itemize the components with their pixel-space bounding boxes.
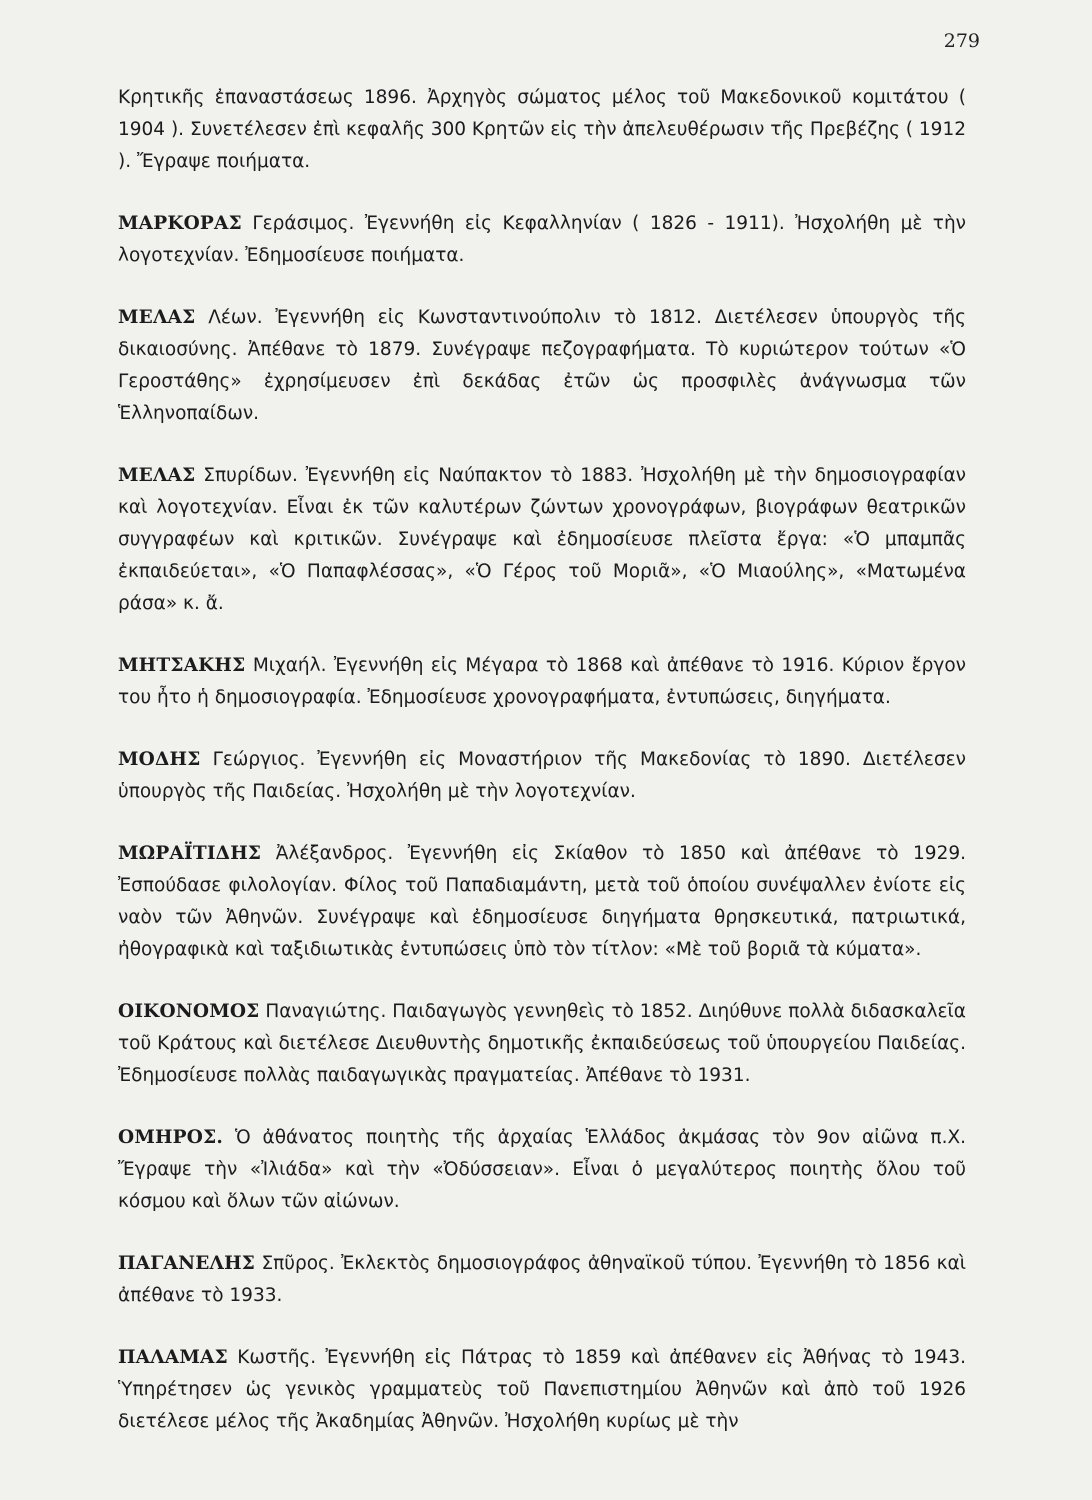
entry-name: ΜΗΤΣΑΚΗΣ [118, 655, 246, 676]
entry-text: Ὁ ἀθάνατος ποιητὴς τῆς ἀρχαίας Ἑλλάδος ἀκμάσας τὸν 9ον αἰῶνα π.Χ. Ἔγραψε τὴν «Ἰλιάδα» καὶ τὴν «Ὀδύσσειαν». Εἶναι ὁ μεγαλύτερος ποιητὴς ὅλου τοῦ κόσμου καὶ ὅλων τῶν αἰώνων. [118, 1127, 966, 1212]
entry-text: Κρητικῆς ἐπαναστάσεως 1896. Ἀρχηγὸς σώματος μέλος τοῦ Μακεδονικοῦ κομιτάτου ( 1904 ). Συνετέλεσεν ἐπὶ κεφαλῆς 300 Κρητῶν εἰς τὴν ἀπελευθέρωσιν τῆς Πρεβέζης ( 1912 ). Ἔγραψε ποιήματα. [118, 87, 966, 172]
entry-name: ΟΜΗΡΟΣ. [118, 1127, 224, 1148]
entry-text: Λέων. Ἐγεννήθη εἰς Κωνσταντινούπολιν τὸ 1812. Διετέλεσεν ὑπουργὸς τῆς δικαιοσύνης. Ἀπέθανε τὸ 1879. Συνέγραψε πεζογραφήματα. Τὸ κυριώτερον τούτων «Ὁ Γεροστάθης» ἐχρησίμευσεν ἐπὶ δεκάδας ἐτῶν ὡς προσφιλὲς ἀνάγνωσμα τῶν Ἑλληνοπαίδων. [118, 307, 966, 424]
entry-name: ΜΩΡΑΪΤΙΔΗΣ [118, 843, 262, 864]
entry-oikonomos [118, 996, 966, 1092]
entry-name: ΜΑΡΚΟΡΑΣ [118, 213, 242, 234]
entry-palamas [118, 1342, 966, 1438]
entry-text: Ἀλέξανδρος. Ἐγεννήθη εἰς Σκίαθον τὸ 1850 καὶ ἀπέθανε τὸ 1929. Ἐσπούδασε φιλολογίαν. Φίλος τοῦ Παπαδιαμάντη, μετὰ τοῦ ὁποίου συνέψαλλεν ἐνίοτε εἰς ναὸν τῶν Ἀθηνῶν. Συνέγραψε καὶ ἐδημοσίευσε διηγήματα θρησκευτικά, πατριωτικά, ἠθογραφικὰ καὶ ταξιδιωτικὰς ἐντυπώσεις ὑπὸ τὸν τίτλον: «Μὲ τοῦ βοριᾶ τὰ κύματα». [118, 843, 966, 960]
entry-name: ΟΙΚΟΝΟΜΟΣ [118, 1001, 260, 1022]
entry-text: Γεράσιμος. Ἐγεννήθη εἰς Κεφαλληνίαν ( 1826 - 1911). Ἠσχολήθη μὲ τὴν λογοτεχνίαν. Ἐδημοσίευσε ποιήματα. [118, 213, 966, 266]
entry-melas-leon [118, 302, 966, 430]
entry-omiros [118, 1122, 966, 1218]
entry-text: Κωστῆς. Ἐγεννήθη εἰς Πάτρας τὸ 1859 καὶ ἀπέθανεν εἰς Ἀθήνας τὸ 1943. Ὑπηρέτησεν ὡς γενικὸς γραμματεὺς τοῦ Πανεπιστημίου Ἀθηνῶν καὶ ἀπὸ τοῦ 1926 διετέλεσε μέλος τῆς Ἀκαδημίας Ἀθηνῶν. Ἠσχολήθη κυρίως μὲ τὴν [118, 1347, 966, 1432]
entry-name: ΜΟΔΗΣ [118, 749, 201, 770]
entry-name: ΜΕΛΑΣ [118, 465, 196, 486]
entry-moraitidis [118, 838, 966, 966]
entry-continuation [118, 82, 966, 178]
entry-text: Παναγιώτης. Παιδαγωγὸς γεννηθεὶς τὸ 1852. Διηύθυνε πολλὰ διδασκαλεῖα τοῦ Κράτους καὶ διετέλεσε Διευθυντὴς δημοτικῆς ἐκπαιδεύσεως τοῦ ὑπουργείου Παιδείας. Ἐδημοσίευσε πολλὰς παιδαγωγικὰς πραγματείας. Ἀπέθανε τὸ 1931. [118, 1001, 966, 1086]
entry-melas-spyridon [118, 460, 966, 620]
page-number: 279 [943, 30, 980, 52]
entry-mitsakis [118, 650, 966, 714]
entry-modis [118, 744, 966, 808]
entry-name: ΜΕΛΑΣ [118, 307, 196, 328]
entry-text: Σπῦρος. Ἐκλεκτὸς δημοσιογράφος ἀθηναϊκοῦ τύπου. Ἐγεννήθη τὸ 1856 καὶ ἀπέθανε τὸ 1933. [118, 1253, 966, 1306]
entry-text: Γεώργιος. Ἐγεννήθη εἰς Μοναστήριον τῆς Μακεδονίας τὸ 1890. Διετέλεσεν ὑπουργὸς τῆς Παιδείας. Ἠσχολήθη μὲ τὴν λογοτεχνίαν. [118, 749, 966, 802]
entry-paganelis [118, 1248, 966, 1312]
page-content [118, 82, 966, 1468]
entry-text: Μιχαήλ. Ἐγεννήθη εἰς Μέγαρα τὸ 1868 καὶ ἀπέθανε τὸ 1916. Κύριον ἔργον του ἦτο ἡ δημοσιογραφία. Ἐδημοσίευσε χρονογραφήματα, ἐντυπώσεις, διηγήματα. [118, 655, 966, 708]
entry-name: ΠΑΛΑΜΑΣ [118, 1347, 228, 1368]
entry-text: Σπυρίδων. Ἐγεννήθη εἰς Ναύπακτον τὸ 1883. Ἠσχολήθη μὲ τὴν δημοσιογραφίαν καὶ λογοτεχνίαν. Εἶναι ἐκ τῶν καλυτέρων ζώντων χρονογράφων, βιογράφων θεατρικῶν συγγραφέων καὶ κριτικῶν. Συνέγραψε καὶ ἐδημοσίευσε πλεῖστα ἔργα: «Ὁ μπαμπᾶς ἐκπαιδεύεται», «Ὁ Παπαφλέσσας», «Ὁ Γέρος τοῦ Μοριᾶ», «Ὁ Μιαούλης», «Ματωμένα ράσα» κ. ἄ. [118, 465, 966, 614]
entry-name: ΠΑΓΑΝΕΛΗΣ [118, 1253, 256, 1274]
entry-markoras [118, 208, 966, 272]
